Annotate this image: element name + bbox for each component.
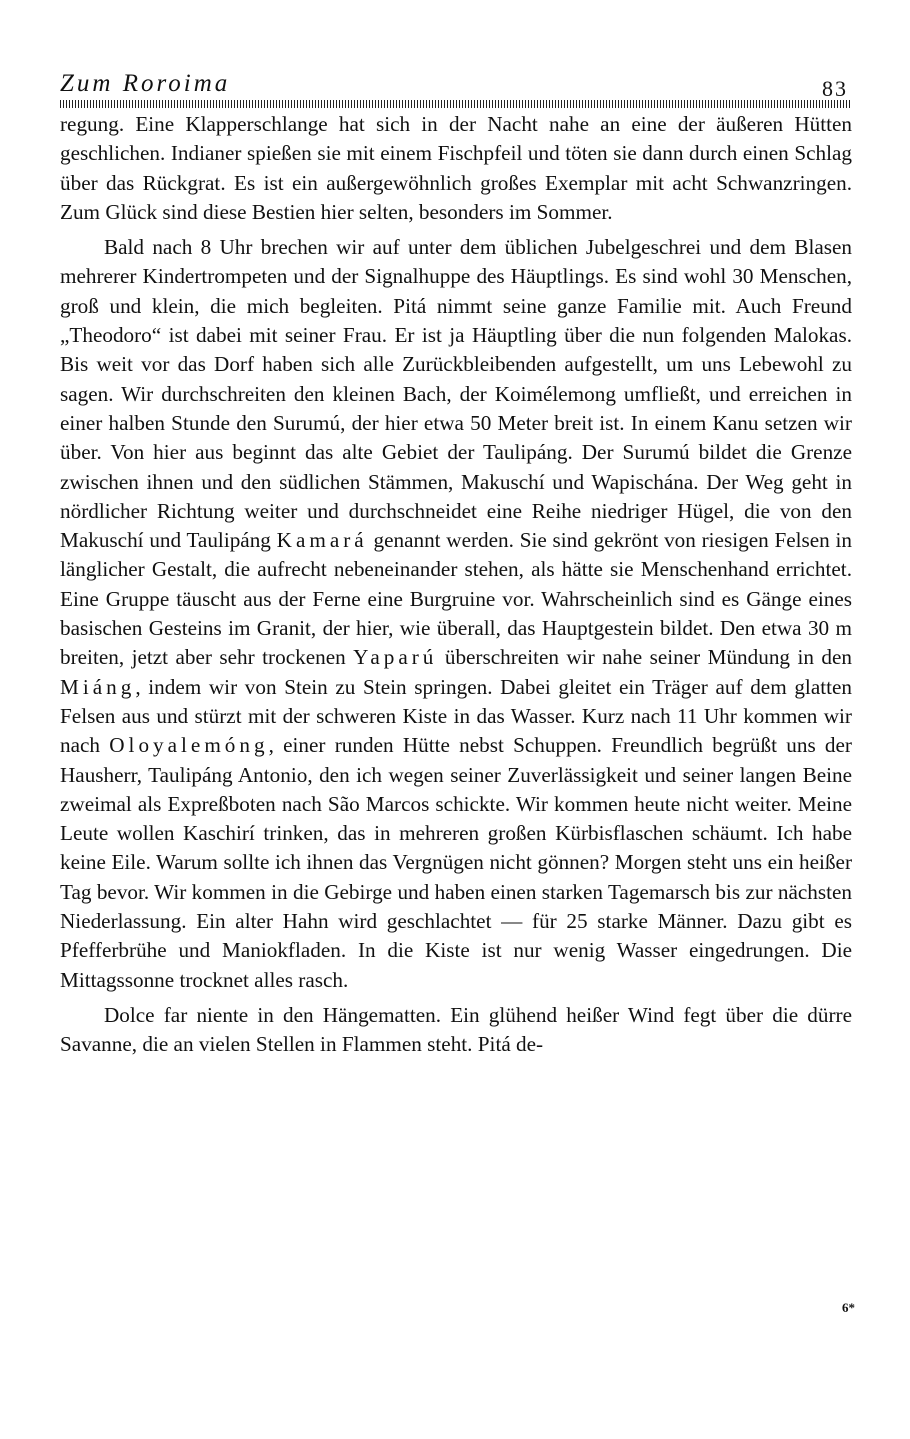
paragraph-2-text-3: überschreiten wir nahe seiner Mündung in den (437, 645, 852, 670)
place-name-oloyalemong: Oloyalemóng (109, 733, 269, 758)
paragraph-1: regung. Eine Klapperschlange hat sich in der Nacht nahe an eine der äußeren Hütten geschlichen. Indianer spießen sie mit einem Fischpfeil und töten sie dann durch einen Schlag über das Rückgrat. Es ist ein außergewöhnlich großes Exemplar mit acht Schwanzringen. Zum Glück sind diese Bestien hier selten, besonders im Sommer. (60, 112, 852, 224)
place-name-miang: Miáng (60, 674, 136, 699)
place-name-kamara: Kamará (276, 528, 368, 553)
paragraph-2-text-2: genannt werden. Sie sind gekrönt von riesigen Felsen in länglicher Gestalt, die aufrecht nebeneinander stehen, als hätte sie Menschenhand errichtet. Eine Gruppe täuscht aus der Ferne eine Burgruine vor. Wahrscheinlich sind es Gänge eines basischen Gesteins im Granit, der hier, wie überall, das Hauptgestein bildet. Den etwa 30 m breiten, jetzt aber sehr trockenen (60, 528, 852, 670)
paragraph-3: Dolce far niente in den Hängematten. Ein glühend heißer Wind fegt über die dürre Savanne, die an vielen Stellen in Flammen steht. Pitá de- (60, 1002, 852, 1057)
paragraph-2 (60, 233, 852, 995)
page-header (60, 70, 852, 101)
paragraph-2-text-1: Bald nach 8 Uhr brechen wir auf unter dem üblichen Jubelgeschrei und dem Blasen mehrerer Kindertrompeten und der Signalhuppe des Häuptlings. Es sind wohl 30 Menschen, groß und klein, die mich begleiten. Pitá nimmt seine ganze Familie mit. Auch Freund „Theodoro“ ist dabei mit seiner Frau. Er ist ja Häuptling über die nun folgenden Malokas. Bis weit vor das Dorf haben sich alle Zurückbleibenden aufgestellt, um uns Lebewohl zu sagen. Wir durchschreiten den kleinen Bach, der Koimélemong umfließt, und erreichen in einer halben Stunde den Surumú, der hier etwa 50 Meter breit ist. In einem Kanu setzen wir über. Von hier aus beginnt das alte Gebiet der Taulipáng. Der Surumú bildet die Grenze zwischen ihnen und den südlichen Stämmen, Makuschí und Wapischána. Der Weg geht in nördlicher Richtung weiter und durchschneidet eine Reihe niedriger Hügel, die von den Makuschí und Taulipáng (60, 235, 852, 553)
running-title: Zum Roroima (60, 70, 231, 97)
paragraph-2-text-4: , indem wir von Stein zu Stein springen. Dabei gleitet ein Träger auf dem glatten Felsen aus und stürzt mit der schweren Kiste in das Wasser. Kurz nach 11 Uhr kommen wir nach (60, 674, 852, 758)
paragraph-2-text-5: , einer runden Hütte nebst Schuppen. Freundlich begrüßt uns der Hausherr, Taulipáng Antonio, den ich wegen seiner Zuverlässigkeit und seiner langen Beine zweimal als Expreßboten nach São Marcos schickte. Wir kommen heute nicht weiter. Meine Leute wollen Kaschirí trinken, das in mehreren großen Kürbisflaschen schäumt. Ich habe keine Eile. Warum sollte ich ihnen das Vergnügen nicht gönnen? Morgen steht uns ein heißer Tag bevor. Wir kommen in die Gebirge und haben einen starken Tagemarsch bis zur nächsten Niederlassung. Ein alter Hahn wird geschlachtet — für 25 starke Männer. Dazu gibt es Pfefferbrühe und Maniokfladen. In die Kiste ist nur wenig Wasser eingedrungen. Die Mittagssonne trocknet alles rasch. (60, 733, 852, 992)
header-rule (60, 100, 852, 108)
page-number: 83 (822, 76, 848, 101)
body-text (60, 110, 852, 1060)
signature-mark: 6* (842, 1300, 855, 1315)
place-name-yaparu: Yaparú (353, 645, 438, 670)
book-page (60, 70, 852, 1060)
